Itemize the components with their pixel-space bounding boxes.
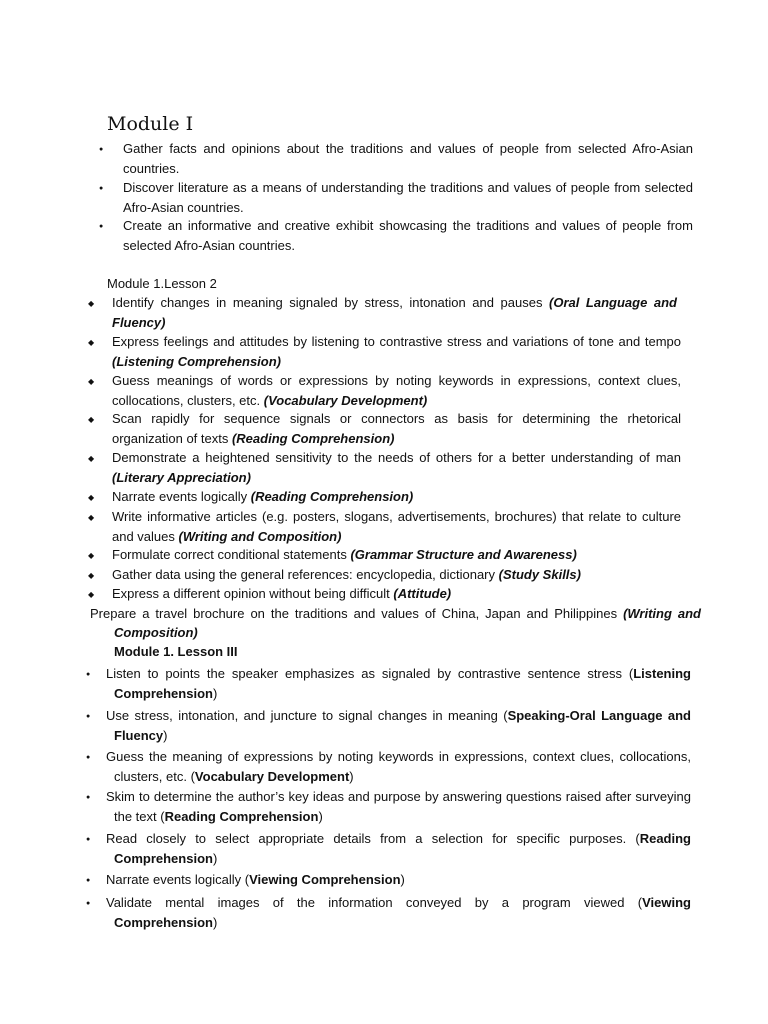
bullet-icon: ● [99, 185, 104, 192]
diamond-bullet-icon: ◆ [88, 590, 95, 599]
diamond-bullet-icon: ◆ [88, 454, 95, 463]
lesson-2-item: ◆ Express feelings and attitudes by listening to contrastive stress and variations of tone and tempo (Listening Comprehension) [88, 334, 681, 369]
bullet-icon: ● [99, 223, 104, 230]
lesson-2-item: ◆ Demonstrate a heightened sensitivity to the needs of others for a better understanding of man (Literary Appreciation) [88, 450, 681, 485]
diamond-bullet-icon: ◆ [88, 338, 95, 347]
diamond-bullet-icon: ◆ [88, 571, 95, 580]
lesson-3-heading: Module 1. Lesson III [114, 644, 238, 659]
objective-item: ● Create an informative and creative exhibit showcasing the traditions and values of people from selected Afro-Asian countries. [99, 218, 693, 253]
bullet-icon: ● [99, 146, 104, 153]
bullet-icon: ● [86, 877, 91, 884]
module-title: Module I [107, 113, 194, 135]
lesson-2-item: ◆ Express a different opinion without being difficult (Attitude) [90, 584, 681, 604]
diamond-bullet-icon: ◆ [88, 299, 95, 308]
lesson-3-item: ● Use stress, intonation, and juncture to signal changes in meaning (Speaking-Oral Language and Fluency) [86, 708, 691, 743]
bullet-icon: ● [86, 900, 91, 907]
diamond-bullet-icon: ◆ [88, 551, 95, 560]
lesson-2-item: ◆ Gather data using the general references: encyclopedia, dictionary (Study Skills) [90, 565, 681, 585]
diamond-bullet-icon: ◆ [88, 377, 95, 386]
lesson-2-item: ◆ Identify changes in meaning signaled by stress, intonation and pauses (Oral Language and Fluency) [88, 295, 677, 330]
bullet-icon: ● [86, 754, 91, 761]
objective-item: ● Gather facts and opinions about the traditions and values of people from selected Afro-Asian countries. [99, 141, 693, 176]
lesson-3-item: ● Skim to determine the author’s key ideas and purpose by answering questions raised after surveying the text (Reading Comprehension) [86, 789, 691, 824]
lesson-3-item: ● Guess the meaning of expressions by noting keywords in expressions, context clues, collocations, clusters, etc. (Vocabulary Development) [86, 749, 691, 784]
bullet-icon: ● [86, 713, 91, 720]
diamond-bullet-icon: ◆ [88, 415, 95, 424]
diamond-bullet-icon: ◆ [88, 513, 95, 522]
lesson-2-item: ◆ Guess meanings of words or expressions by noting keywords in expressions, context clues, collocations, clusters, etc. (Vocabulary Development) [88, 373, 681, 408]
diamond-bullet-icon: ◆ [88, 493, 95, 502]
lesson-2-item: ◆ Narrate events logically (Reading Comprehension) [90, 487, 681, 507]
lesson-3-item: ● Narrate events logically (Viewing Comprehension) [100, 870, 691, 890]
lesson-2-extra-item: Prepare a travel brochure on the traditions and values of China, Japan and Philippines (Writing and Composition) [90, 606, 701, 640]
lesson-2-heading: Module 1.Lesson 2 [107, 276, 217, 291]
lesson-2-item: ◆ Formulate correct conditional statements (Grammar Structure and Awareness) [90, 545, 681, 565]
lesson-2-item: ◆ Write informative articles (e.g. posters, slogans, advertisements, brochures) that relate to culture and values (Writing and Composition) [88, 509, 681, 544]
lesson-3-item: ● Validate mental images of the information conveyed by a program viewed (Viewing Comprehension) [86, 895, 691, 930]
lesson-3-item: ● Listen to points the speaker emphasizes as signaled by contrastive sentence stress (Listening Comprehension) [86, 666, 691, 701]
bullet-icon: ● [86, 671, 91, 678]
bullet-icon: ● [86, 794, 91, 801]
lesson-2-item: ◆ Scan rapidly for sequence signals or connectors as basis for determining the rhetorical organization of texts (Reading Comprehension) [88, 411, 681, 446]
objective-item: ● Discover literature as a means of understanding the traditions and values of people from selected Afro-Asian countries. [99, 180, 693, 215]
bullet-icon: ● [86, 836, 91, 843]
lesson-3-item: ● Read closely to select appropriate details from a selection for specific purposes. (Reading Comprehension) [86, 831, 691, 866]
